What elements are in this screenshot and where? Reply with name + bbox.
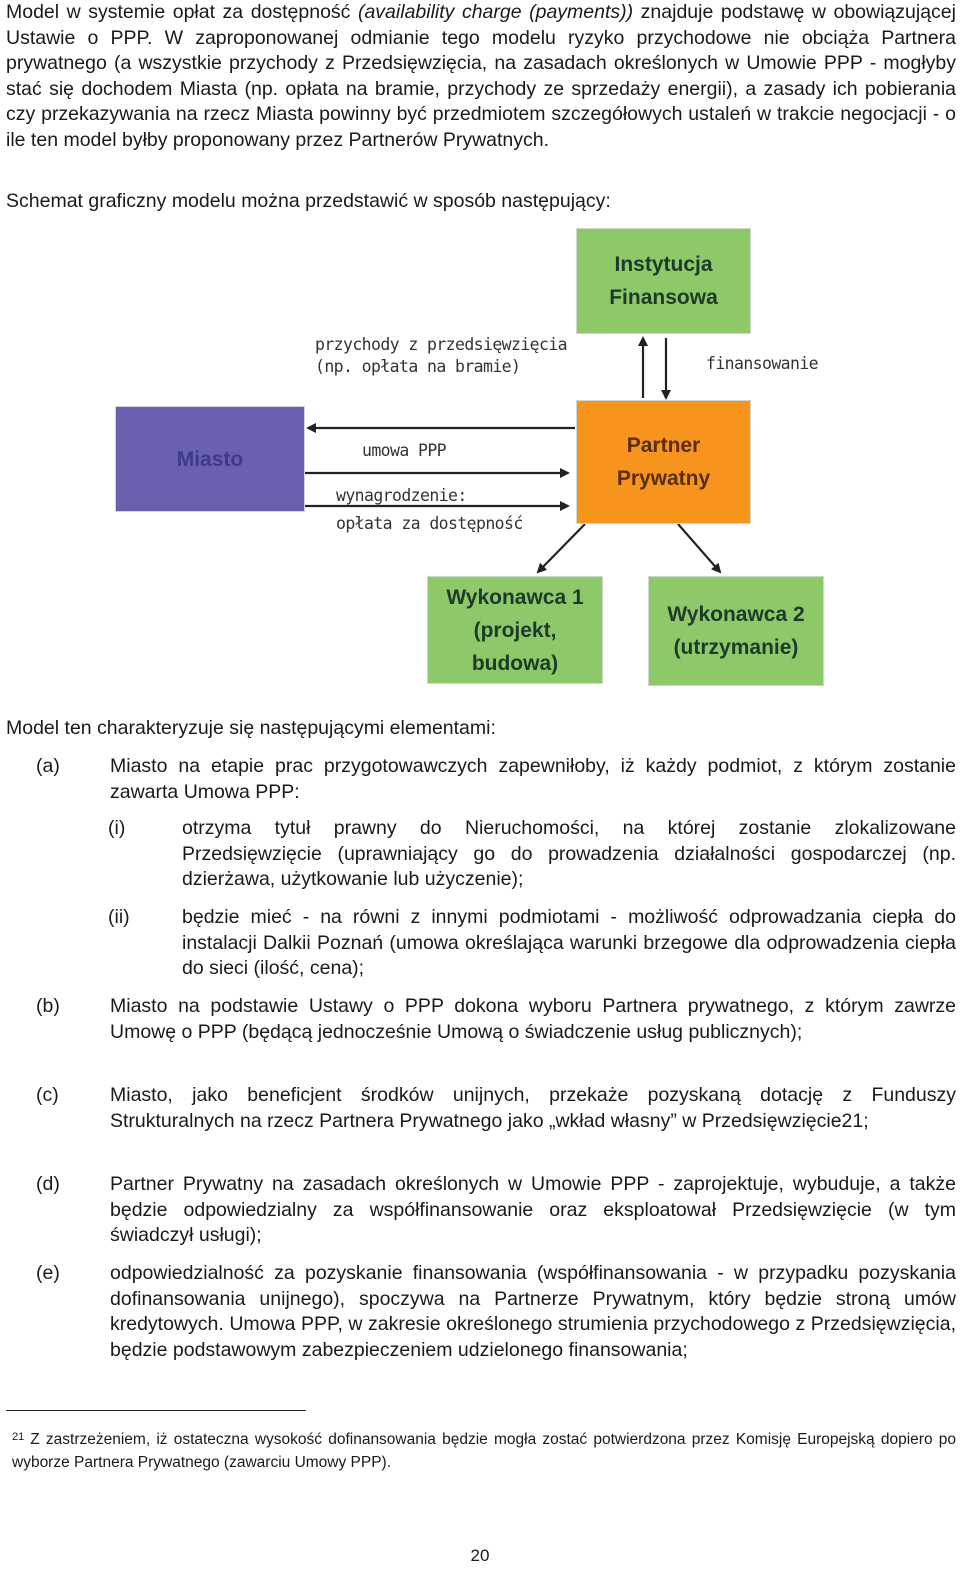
item-text-d: Partner Prywatny na zasadach określonych w Umowie PPP - zaprojektuje, wybuduje, a także będzie odpowiedzialny za współfinansowanie oraz eksploatował Przedsięwzięcie (w tym świadczył usługi); — [110, 1173, 956, 1247]
item-text-e: odpowiedzialność za pozyskanie finansowania (współfinansowania - w przypadku pozyskania dofinansowania unijnego), spoczywa na Partnerze Prywatnym, który będzie stroną umów kredytowych. Umowa PPP, w zakresie określonego strumienia przychodowego z Przedsięwzięcia, będzie podstawowym zabezpieczeniem udzielonego finansowania; — [110, 1262, 956, 1361]
label-remuneration-2: opłata za dostępność — [336, 514, 523, 533]
intro-text-2: znajduje podstawę w obowiązującej Ustawie o PPP. W zaproponowanej odmianie tego modelu ryzyko przychodowe nie obciąża Partnera prywatnego (a wszystkie przychody z Przedsięwzięcia, na zasadach określonych w Umowie PPP - mogłyby stać się dochodem Miasta (np. opłata na bramie, przychody ze sprzedaży energii), a zasady ich pobierania czy przekazywania na rzecz Miasta powinny być przedmiotem szczegółowych ustaleń w trakcie negocjacji - o ile ten model byłby proponowany przez Partnerów Prywatnych. — [6, 1, 956, 151]
item-label-e: (e) — [36, 1262, 60, 1284]
item-text-c: Miasto, jako beneficjent środków unijnych, przekaże pozyskaną dotację z Funduszy Strukturalnych na rzecz Partnera Prywatnego jako „wkład własny” w Przedsięwzięcie21; — [110, 1084, 956, 1132]
intro-paragraph — [6, 0, 956, 154]
footnote-separator — [6, 1410, 306, 1411]
item-text-ii: będzie mieć - na równi z innymi podmiotami - możliwość odprowadzania ciepła do instalacji Dalkii Poznań (umowa określająca warunki brzegowe dla odprowadzenia ciepła do sieci (ilość, cena); — [182, 906, 956, 980]
schema-intro: Schemat graficzny modelu można przedstawić w sposób następujący: — [6, 190, 611, 212]
item-text-i: otrzyma tytuł prawny do Nieruchomości, na której zostanie zlokalizowane Przedsięwzięcie (uprawniający go do prowadzenia działalności gospodarczej (np. dzierżawa, użytkowanie lub użyczenie); — [182, 817, 956, 891]
partner-box — [576, 400, 751, 524]
footnote-number: 21 — [12, 1431, 25, 1443]
arrow-to-contractor1 — [538, 524, 585, 572]
intro-text-italic: (availability charge (payments)) — [357, 1, 634, 23]
city-box — [115, 406, 305, 512]
intro-text-1: Model w systemie opłat za dostępność — [6, 1, 358, 23]
city-label: Miasto — [176, 447, 244, 471]
item-label-c: (c) — [36, 1084, 59, 1106]
model-intro: Model ten charakteryzuje się następującymi elementami: — [6, 717, 496, 739]
item-label-d: (d) — [36, 1173, 60, 1195]
page-number: 20 — [470, 1546, 490, 1565]
item-label-ii: (ii) — [108, 906, 130, 928]
contractor2-label: Wykonawca 2 (utrzymanie) — [667, 603, 805, 659]
footnote-text: Z zastrzeżeniem, iż ostateczna wysokość dofinansowania będzie mogła zostać potwierdzona przez Komisję Europejską dopiero po wyborze Partnera Prywatnego (zawarciu Umowy PPP). — [12, 1431, 956, 1471]
partner-label: Partner Prywatny — [616, 434, 711, 490]
item-text-a: Miasto na etapie prac przygotowawczych zapewniłoby, iż każdy podmiot, z którym zostanie zawarta Umowa PPP: — [110, 755, 956, 803]
label-revenue-1: przychody z przedsięwzięcia — [315, 335, 568, 354]
item-label-b: (b) — [36, 995, 60, 1017]
arrow-to-contractor2 — [678, 524, 720, 572]
label-ppp: umowa PPP — [362, 441, 447, 460]
contractor1-box — [427, 576, 603, 684]
contractor2-box — [648, 576, 824, 686]
label-revenue-2: (np. opłata na bramie) — [315, 357, 521, 376]
item-label-a: (a) — [36, 755, 60, 777]
contractor1-label: Wykonawca 1 (projekt, budowa) — [446, 585, 584, 675]
institution-label: Instytucja Finansowa — [609, 253, 718, 309]
label-remuneration-1: wynagrodzenie: — [336, 486, 467, 505]
item-label-i: (i) — [108, 817, 126, 839]
item-text-b: Miasto na podstawie Ustawy o PPP dokona wyboru Partnera prywatnego, z którym zawrze Umowę o PPP (będącą jednocześnie Umową o świadczenie usług publicznych); — [110, 995, 956, 1043]
label-financing: finansowanie — [706, 354, 819, 373]
ppp-model-diagram — [100, 226, 830, 690]
footnote — [12, 1428, 956, 1474]
institution-box — [576, 228, 751, 334]
